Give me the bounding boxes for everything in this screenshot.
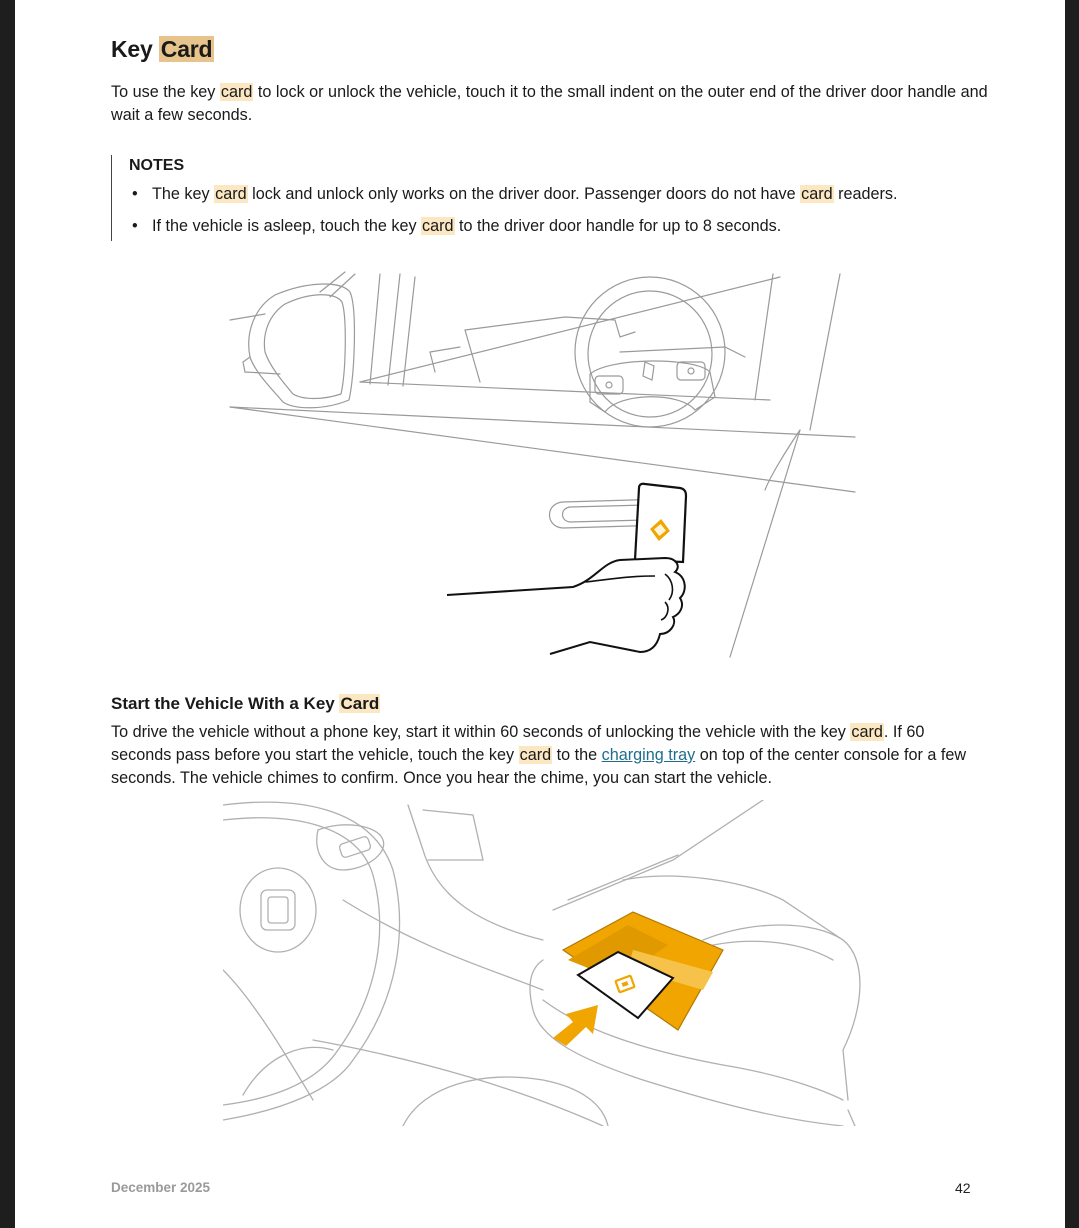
charging-tray-link[interactable]: charging tray: [601, 746, 696, 764]
footer-date: December 2025: [111, 1180, 211, 1195]
notes-title: NOTES: [129, 157, 185, 174]
notes-box: [111, 155, 1012, 241]
list-item: • If the vehicle is asleep, touch the key card to the driver door handle for up to 8 seconds.: [129, 215, 897, 238]
notes-list: [129, 183, 897, 247]
charging-tray-illustration: [223, 800, 863, 1126]
page-number: 42: [955, 1180, 971, 1196]
intro-paragraph: To use the key card to lock or unlock the vehicle, touch it to the small indent on the outer end of the driver door handle and wait a few seconds.: [111, 83, 988, 124]
section-title: Start the Vehicle With a Key Card: [111, 694, 380, 713]
manual-page: [15, 0, 1065, 1228]
search-highlight: card: [519, 746, 552, 764]
search-highlight: card: [851, 723, 883, 741]
search-highlight: card: [422, 217, 454, 235]
search-highlight: card: [801, 185, 833, 203]
search-highlight: Card: [160, 36, 213, 62]
viewer-edge: [1065, 0, 1079, 1228]
list-item: • The key card lock and unlock only works on the driver door. Passenger doors do not have card readers.: [129, 183, 897, 206]
search-highlight: Card: [340, 694, 380, 713]
page-title: Key Card: [111, 36, 213, 62]
search-highlight: card: [220, 83, 253, 101]
door-handle-illustration: [225, 262, 865, 662]
section-paragraph: To drive the vehicle without a phone key, start it within 60 seconds of unlocking the vehicle with the key card. If 60 seconds pass before you start the vehicle, touch the key card to the charging tray on top of the center console for a few seconds. The vehicle chimes to confirm. Once you hear the chime, you can start the vehicle.: [111, 723, 967, 787]
search-highlight: card: [215, 185, 247, 203]
key-card-icon: [635, 484, 686, 562]
